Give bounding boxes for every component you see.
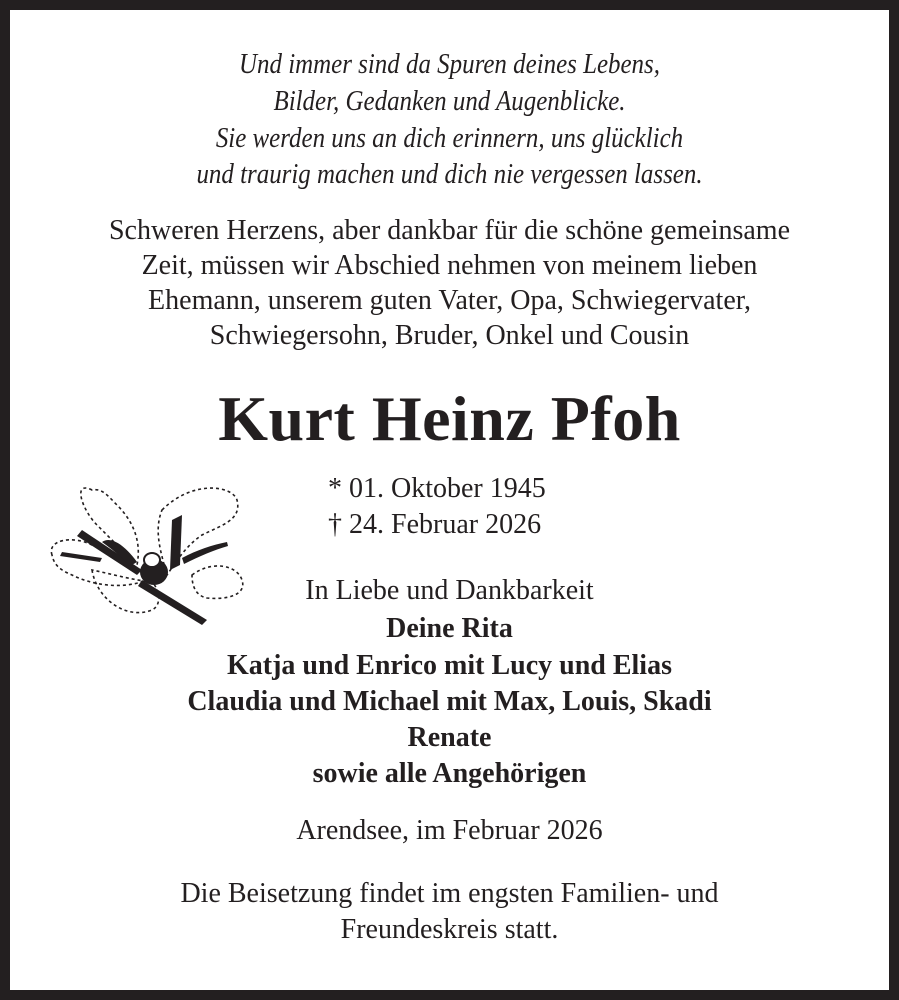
mourner-line: Renate bbox=[407, 722, 492, 753]
obituary-card bbox=[10, 10, 889, 990]
funeral-note-line: Freundeskreis statt. bbox=[340, 914, 559, 945]
mourner-line: sowie alle Angehörigen bbox=[312, 758, 587, 789]
intro-line: Schweren Herzens, aber dankbar für die schöne gemeinsame bbox=[108, 215, 791, 246]
mourner-line: Claudia und Michael mit Max, Louis, Skadi bbox=[187, 686, 712, 717]
place-date: Arendsee, im Februar 2026 bbox=[296, 815, 603, 846]
poem-line: Und immer sind da Spuren deines Lebens, bbox=[239, 48, 660, 80]
intro-line: Ehemann, unserem guten Vater, Opa, Schwiegervater, bbox=[148, 285, 751, 316]
death-date: † 24. Februar 2026 bbox=[328, 509, 542, 540]
funeral-note-line: Die Beisetzung findet im engsten Familien- und bbox=[180, 878, 719, 909]
mourner-line: Deine Rita bbox=[386, 613, 513, 644]
deceased-name: Kurt Heinz Pfoh bbox=[218, 383, 681, 454]
intro-line: Schwiegersohn, Bruder, Onkel und Cousin bbox=[209, 320, 690, 351]
poem-line: und traurig machen und dich nie vergessen lassen. bbox=[196, 158, 703, 190]
intro-line: Zeit, müssen wir Abschied nehmen von meinem lieben bbox=[141, 250, 758, 281]
mourner-line: Katja und Enrico mit Lucy und Elias bbox=[227, 650, 672, 681]
poem-line: Sie werden uns an dich erinnern, uns glücklich bbox=[215, 122, 684, 154]
birth-date: * 01. Oktober 1945 bbox=[328, 473, 546, 504]
poem-line: Bilder, Gedanken und Augenblicke. bbox=[273, 85, 626, 117]
closing-phrase: In Liebe und Dankbarkeit bbox=[305, 575, 594, 606]
